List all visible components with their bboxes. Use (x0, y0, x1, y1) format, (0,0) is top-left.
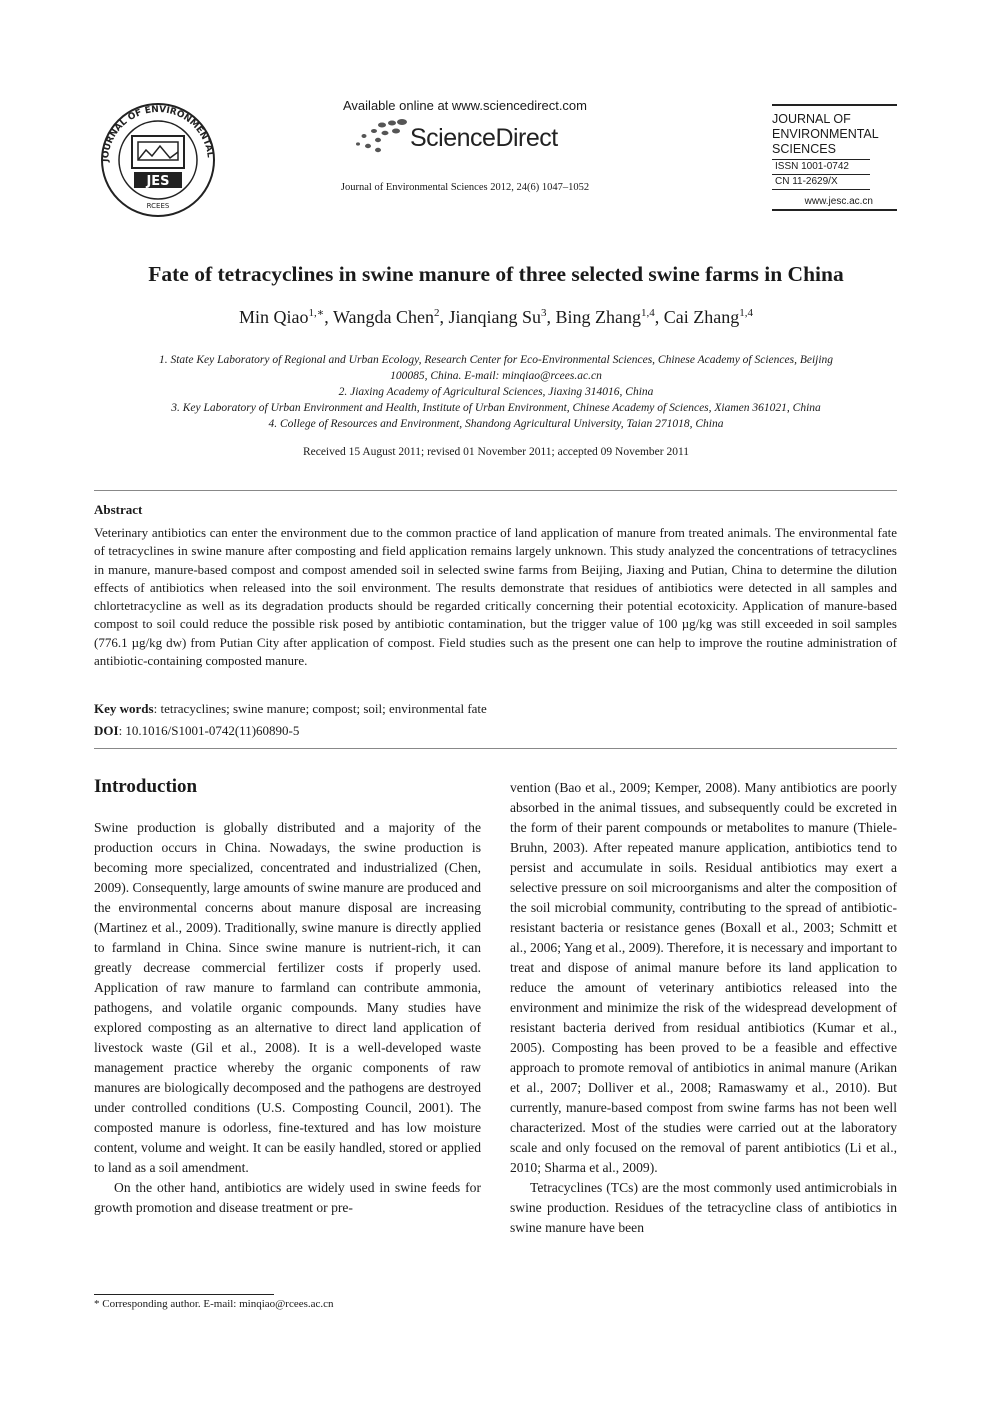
journal-cn: CN 11-2629/X (772, 174, 870, 190)
journal-logo (94, 100, 222, 218)
author-separator: , (654, 307, 664, 327)
affiliation-1-line2: 100085, China. E-mail: minqiao@rcees.ac.cn (390, 370, 602, 382)
doi-line (94, 723, 897, 739)
journal-name-line2: ENVIRONMENTAL (772, 127, 879, 141)
body-column-right (510, 778, 897, 1238)
author-name: Wangda Chen (332, 307, 434, 327)
author-name: Bing Zhang (555, 307, 641, 327)
keywords-text: : tetracyclines; swine manure; compost; soil; environmental fate (153, 701, 487, 716)
author-affil-sup: 3 (540, 307, 547, 319)
author-affil-sup: 1,∗ (308, 307, 325, 319)
received-dates: Received 15 August 2011; revised 01 November 2011; accepted 09 November 2011 (302, 446, 690, 458)
journal-name (772, 112, 897, 157)
author-list (60, 306, 932, 328)
author-affil-sup: 1,4 (739, 307, 753, 319)
author-name: Jianqiang Su (448, 307, 541, 327)
journal-issn: ISSN 1001-0742 (772, 159, 870, 174)
keywords-line (94, 701, 897, 717)
journal-info-box (772, 104, 897, 211)
introduction-heading: Introduction (94, 776, 198, 797)
author-separator: , (439, 307, 449, 327)
intro-paragraph: Tetracyclines (TCs) are the most commonly used antimicrobials in swine production. Residues of the tetracycline class of antibiotics in swine manure have been (510, 1180, 897, 1235)
abstract-heading: Abstract (94, 502, 143, 517)
corresponding-author-footnote: * Corresponding author. E-mail: minqiao@rcees.ac.cn (94, 1298, 334, 1310)
journal-box-top-rule (772, 104, 897, 106)
affiliation-2: 2. Jiaxing Academy of Agricultural Sciences, Jiaxing 314016, China (338, 386, 654, 398)
author-separator: , (546, 307, 556, 327)
journal-name-line1: JOURNAL OF (772, 112, 851, 126)
article-title: Fate of tetracyclines in swine manure of three selected swine farms in China (148, 262, 844, 286)
intro-paragraph: vention (Bao et al., 2009; Kemper, 2008). Many antibiotics are poorly absorbed in the animal tissues, and subsequently could be excreted in the form of their parent compounds or metabolites to manure (Thiele-Bruhn, 2003). After repeated manure application, antibiotics tend to persist and accumulate in soils. Residual antibiotics may exert a selective pressure on soil microorganisms and alter the composition of the soil microbial community, contributing to the spread of antibiotic-resistant bacteria or resistance genes (Boxall et al., 2003; Schmitt et al., 2006; Yang et al., 2009). Therefore, it is necessary and important to treat and dispose of animal manure before its land application to reduce the amount of veterinary antibiotics released into the environment and minimize the risk of the widespread development of resistant bacteria derived from residual antibiotics (Kumar et al., 2005). Composting has been proved to be a feasible and effective approach to promote removal of antibiotics in animal manure (Arikan et al., 2007; Dolliver et al., 2008; Ramaswamy et al., 2010). But currently, manure-based compost from swine farms has not been well characterized. Most of the studies were carried out at the laboratory scale and only focused on the removal of parent antibiotics (Li et al., 2010; Sharma et al., 2009). (510, 780, 897, 1175)
author-name: Cai Zhang (663, 307, 740, 327)
logo-badge-text: JES (146, 174, 170, 189)
sciencedirect-dots-icon (352, 118, 412, 156)
publisher-name: ScienceDirect (410, 124, 558, 152)
available-online-line: Available online at www.sciencedirect.com (343, 98, 587, 113)
keywords-label: Key words (94, 701, 154, 716)
affiliation-3: 3. Key Laboratory of Urban Environment and Health, Institute of Urban Environment, Chinese Academy of Sciences, Xiamen 361021, China (171, 402, 821, 414)
journal-website[interactable]: www.jesc.ac.cn (772, 196, 897, 211)
body-column-left (94, 818, 481, 1218)
author-separator: , (324, 307, 333, 327)
author-affil-sup: 2 (433, 307, 440, 319)
doi-text[interactable]: : 10.1016/S1001-0742(11)60890-5 (118, 723, 300, 738)
intro-paragraph: Swine production is globally distributed and a majority of the production occurs in China. Nowadays, the swine production is becoming more specialized, concentrated and industrialized (Chen, 2009). Consequently, large amounts of swine manure are produced and the environmental concerns about manure disposal are increasing (Martinez et al., 2009). Traditionally, swine manure is directly applied to farmland in China. Since swine manure is nutrient-rich, it can greatly decrease commercial fertilizer costs if properly used. Application of raw manure to farmland can contribute ammonia, pathogens, and volatile organic compounds. Many studies have explored composting as an alternative to direct land application of livestock waste (Gil et al., 2008). It is a well-developed waste management practice whereby the organic components of raw manures are biologically decomposed and the pathogens are destroyed under controlled conditions (U.S. Composting Council, 2001). The composted manure is odorless, fine-textured and has low moisture content, volume and weight. It can be easily handled, stored or applied to land as a soil amendment. (94, 820, 481, 1175)
abstract-bottom-divider (94, 748, 897, 749)
author-affil-sup: 1,4 (640, 307, 655, 319)
author-name: Min Qiao (239, 307, 309, 327)
abstract-text: Veterinary antibiotics can enter the environment due to the common practice of land application of manure from treated animals. The environmental fate of tetracyclines in swine manure after composting and field application remains largely unknown. This study analyzed the concentrations of tetracyclines in manure, manure-based compost and compost amended soil in selected swine farms from Beijing, Jiaxing and Putian, China to determine the dilution effects of antibiotics when released into the soil environment. The results demonstrate that residues of antibiotics were detected in all samples and chlortetracycline as well as its degradation products should be regarded critically concerning their potential ecotoxicity. Application of manure-based compost to soil could reduce the possible risk posed by antibiotic contamination, but the trigger value of 100 µg/kg was still exceeded in soil samples (776.1 µg/kg dw) from Putian City after application of compost. Field studies such as the present one can help to improve the routine administration of antibiotic-containing composted manure. (94, 525, 897, 669)
logo-ring-text: JOURNAL OF ENVIRONMENTAL (100, 104, 215, 163)
doi-label: DOI (94, 723, 119, 738)
journal-name-line3: SCIENCES (772, 142, 836, 156)
intro-paragraph: On the other hand, antibiotics are widely used in swine feeds for growth promotion and disease treatment or pre- (94, 1180, 481, 1215)
logo-bottom-text: RCEES (146, 202, 170, 210)
affiliation-1-line1: 1. State Key Laboratory of Regional and Urban Ecology, Research Center for Eco-Environmental Sciences, Chinese Academy of Sciences, Beijing (158, 354, 834, 366)
journal-citation: Journal of Environmental Sciences 2012, 24(6) 1047–1052 (340, 182, 590, 193)
footnote-rule (94, 1294, 274, 1295)
abstract-top-divider (94, 490, 897, 491)
affiliation-4: 4. College of Resources and Environment, Shandong Agricultural University, Taian 271018, China (268, 418, 724, 430)
